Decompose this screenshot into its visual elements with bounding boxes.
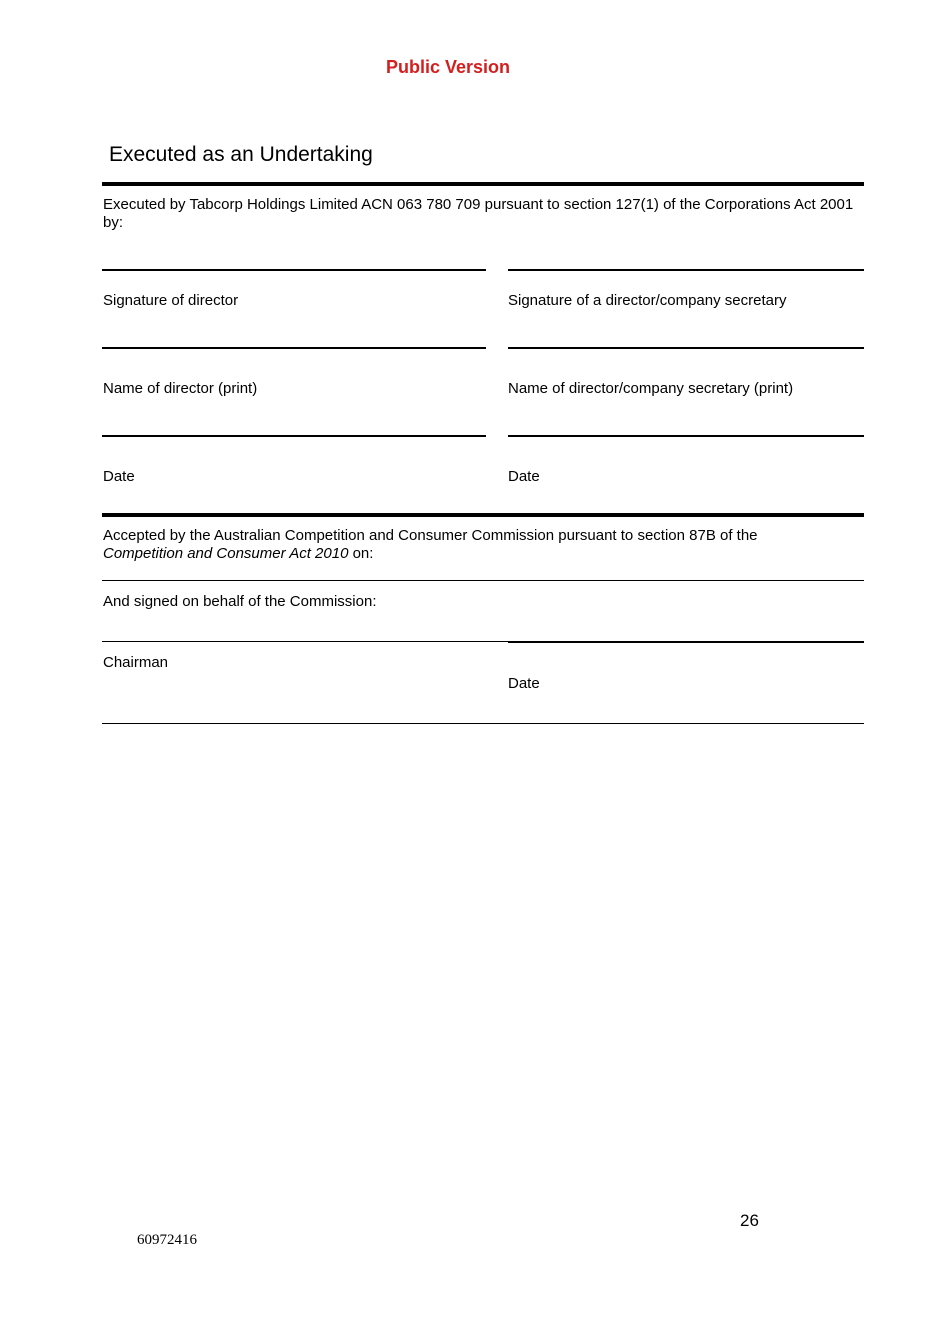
signature-line-secretary <box>508 269 864 271</box>
signature-line-director <box>102 269 486 271</box>
chairman-signature-line <box>102 641 508 642</box>
date-line-right <box>508 435 864 437</box>
signature-director-label: Signature of director <box>103 292 239 309</box>
acceptance-rule <box>102 580 864 581</box>
signed-behalf-label: And signed on behalf of the Commission: <box>103 593 377 610</box>
section-rule <box>102 513 864 517</box>
acceptance-text-b: on: <box>348 545 374 562</box>
signature-secretary-label: Signature of a director/company secretary <box>508 292 787 309</box>
chairman-label: Chairman <box>103 654 169 671</box>
acceptance-text <box>103 527 863 563</box>
page-number: 26 <box>740 1211 759 1230</box>
public-version-label: Public Version <box>385 57 511 77</box>
date-line-left <box>102 435 486 437</box>
acceptance-text-a: Accepted by the Australian Competition and Consumer Commission pursuant to section 87B of the <box>103 527 758 544</box>
commission-date-label: Date <box>508 675 540 692</box>
name-line-secretary <box>508 347 864 349</box>
name-line-director <box>102 347 486 349</box>
heading-rule <box>102 182 864 186</box>
execution-intro: Executed by Tabcorp Holdings Limited ACN 063 780 709 pursuant to section 127(1) of the Corporations Act 2001 by: <box>103 196 854 231</box>
name-director-label: Name of director (print) <box>103 380 258 397</box>
date-right-label: Date <box>508 468 540 485</box>
name-secretary-label: Name of director/company secretary (print) <box>508 380 794 397</box>
commission-date-line <box>508 641 864 643</box>
document-id: 60972416 <box>137 1232 197 1248</box>
act-name: Competition and Consumer Act 2010 <box>103 545 349 562</box>
page-title: Executed as an Undertaking <box>109 143 373 166</box>
date-left-label: Date <box>103 468 135 485</box>
closing-rule <box>102 723 864 724</box>
